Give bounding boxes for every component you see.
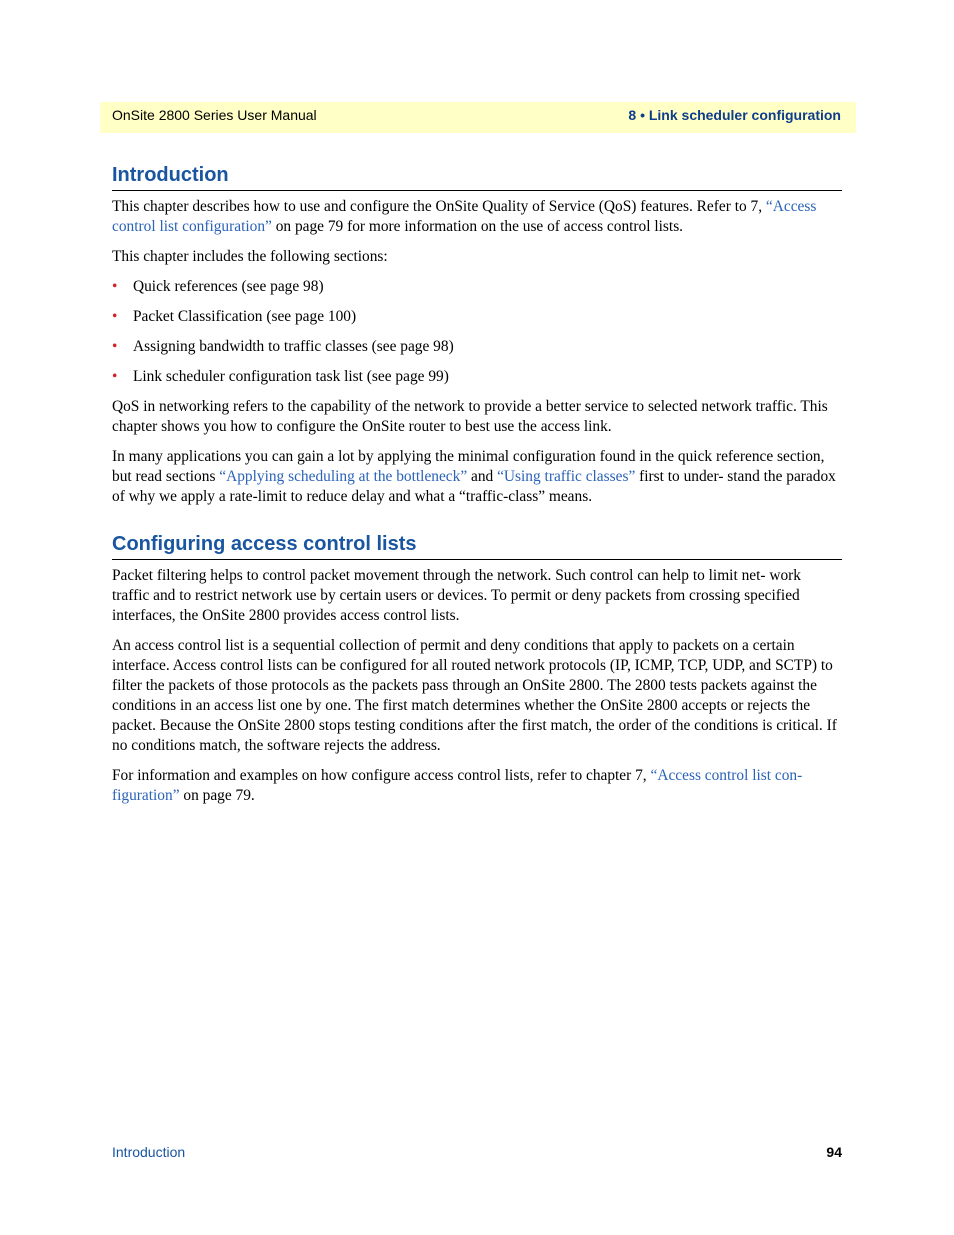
manual-title: OnSite 2800 Series User Manual [112,107,317,123]
using-traffic-classes-link[interactable]: “Using traffic classes” [497,468,636,485]
intro-paragraph-1: This chapter describes how to use and configure the OnSite Quality of Service (QoS) features. Refer to 7, “Access control list configuration” on page 79 for more information on the use of access control lists. [112,198,817,235]
bullet-icon: • [112,338,118,355]
footer-section: Introduction [112,1144,186,1160]
bullet-icon: • [112,308,118,325]
list-item: • Packet Classification (see page 100) [112,308,357,325]
intro-paragraph-2: This chapter includes the following sections: [112,248,388,265]
page-number: 94 [826,1144,842,1160]
page-footer [112,1144,842,1164]
list-item: • Link scheduler configuration task list (see page 99) [112,368,449,385]
acl-paragraph-2: An access control list is a sequential collection of permit and deny conditions that apply to packets on a certain interface. Access control lists can be configured for all routed network protocols (IP, ICMP, TCP, UDP, and SCTP) to filter the packets of those protocols as the packets pass through an OnSite 2800. The 2800 tests packets against the conditions in an access list one by one. The first match determines whether the OnSite 2800 accepts or rejects the packet. Because the OnSite 2800 stops testing conditions after the first match, the order of the conditions is critical. If no conditions match, the software rejects the address. [112,637,837,754]
section-list [112,277,842,387]
introduction-heading: Introduction [112,160,842,191]
acl-paragraph-1: Packet filtering helps to control packet movement through the network. Such control can help to limit net- work traffic and to restrict network use by certain users or devices. To permit or deny packets from crossing specified interfaces, the OnSite 2800 provides access control lists. [112,567,801,624]
acl-heading: Configuring access control lists [112,529,842,560]
bullet-icon: • [112,278,118,295]
acl-paragraph-3: For information and examples on how configure access control lists, refer to chapter 7, “Access control list con- figuration” on page 79. [112,767,803,804]
bullet-icon: • [112,368,118,385]
chapter-title: 8 • Link scheduler configuration [628,107,841,123]
running-header [100,102,856,133]
list-item: • Quick references (see page 98) [112,278,324,295]
page-content [112,160,842,806]
access-control-link[interactable]: “Access control list configuration” [112,198,817,235]
intro-paragraph-4: In many applications you can gain a lot by applying the minimal configuration found in the quick reference section, but read sections “Applying scheduling at the bottleneck” and “Using traffic classes” first to under- stand the paradox of why we apply a rate-limit to reduce delay and what a “traffic-class” means. [112,448,836,505]
applying-scheduling-link[interactable]: “Applying scheduling at the bottleneck” [219,468,468,485]
list-item: • Assigning bandwidth to traffic classes (see page 98) [112,338,454,355]
acl-configuration-link[interactable]: “Access control list con- figuration” [112,767,803,804]
intro-paragraph-3: QoS in networking refers to the capability of the network to provide a better service to selected network traffic. This chapter shows you how to configure the OnSite router to best use the access link. [112,398,828,435]
